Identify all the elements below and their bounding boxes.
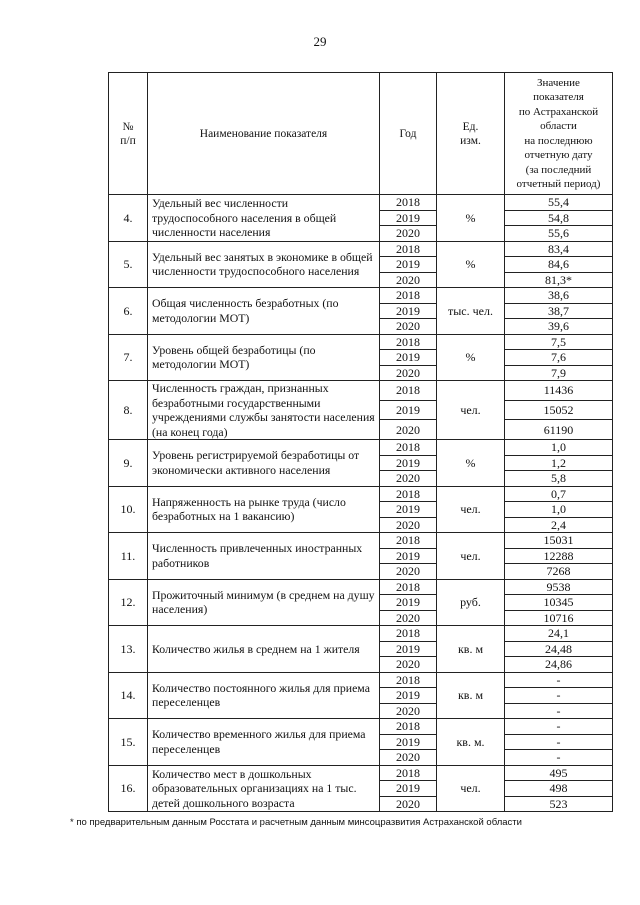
- value-cell: 11436: [505, 381, 613, 401]
- year-cell: 2019: [380, 781, 437, 797]
- value-cell: -: [505, 719, 613, 735]
- table-row: [109, 288, 613, 304]
- value-cell: 15052: [505, 400, 613, 420]
- value-cell: -: [505, 734, 613, 750]
- value-cell: 39,6: [505, 319, 613, 335]
- table-row: [109, 381, 613, 401]
- value-cell: 24,1: [505, 626, 613, 642]
- value-cell: 54,8: [505, 210, 613, 226]
- indicator-name: Напряженность на рынке труда (число безработных на 1 вакансию): [148, 486, 380, 533]
- year-cell: 2018: [380, 579, 437, 595]
- indicator-name: Общая численность безработных (по методологии МОТ): [148, 288, 380, 335]
- year-cell: 2018: [380, 288, 437, 304]
- year-cell: 2019: [380, 455, 437, 471]
- row-number: 10.: [109, 486, 148, 533]
- row-number: 8.: [109, 381, 148, 440]
- value-cell: 9538: [505, 579, 613, 595]
- value-cell: 38,6: [505, 288, 613, 304]
- unit-cell: %: [437, 241, 505, 288]
- unit-cell: %: [437, 440, 505, 487]
- table-row: [109, 440, 613, 456]
- year-cell: 2019: [380, 400, 437, 420]
- table-row: [109, 241, 613, 257]
- indicator-name: Численность привлеченных иностранных работников: [148, 533, 380, 580]
- value-cell: -: [505, 703, 613, 719]
- value-cell: 7,5: [505, 334, 613, 350]
- unit-cell: чел.: [437, 381, 505, 440]
- table-row: [109, 195, 613, 211]
- value-cell: -: [505, 672, 613, 688]
- indicator-name: Количество временного жилья для приема переселенцев: [148, 719, 380, 766]
- value-cell: 83,4: [505, 241, 613, 257]
- row-number: 5.: [109, 241, 148, 288]
- year-cell: 2019: [380, 502, 437, 518]
- value-cell: 5,8: [505, 471, 613, 487]
- value-cell: 7268: [505, 564, 613, 580]
- year-cell: 2020: [380, 750, 437, 766]
- year-cell: 2020: [380, 703, 437, 719]
- value-cell: 498: [505, 781, 613, 797]
- table-row: [109, 765, 613, 781]
- indicator-name: Количество постоянного жилья для приема переселенцев: [148, 672, 380, 719]
- year-cell: 2020: [380, 517, 437, 533]
- value-cell: 55,6: [505, 226, 613, 242]
- unit-cell: кв. м: [437, 672, 505, 719]
- indicator-name: Удельный вес занятых в экономике в общей численности трудоспособного населения: [148, 241, 380, 288]
- year-cell: 2019: [380, 257, 437, 273]
- year-cell: 2018: [380, 626, 437, 642]
- year-cell: 2020: [380, 365, 437, 381]
- year-cell: 2019: [380, 210, 437, 226]
- value-cell: 2,4: [505, 517, 613, 533]
- table-row: [109, 486, 613, 502]
- header-name: Наименование показателя: [148, 73, 380, 195]
- row-number: 15.: [109, 719, 148, 766]
- indicator-name: Удельный вес численности трудоспособного населения в общей численности населения: [148, 195, 380, 242]
- value-cell: 12288: [505, 548, 613, 564]
- footnote: * по предварительным данным Росстата и расчетным данным минсоцразвития Астраханской области: [70, 817, 522, 828]
- row-number: 7.: [109, 334, 148, 381]
- year-cell: 2020: [380, 471, 437, 487]
- value-cell: 38,7: [505, 303, 613, 319]
- unit-cell: кв. м: [437, 626, 505, 673]
- row-number: 4.: [109, 195, 148, 242]
- value-cell: 495: [505, 765, 613, 781]
- unit-cell: тыс. чел.: [437, 288, 505, 335]
- value-cell: -: [505, 688, 613, 704]
- unit-cell: %: [437, 334, 505, 381]
- row-number: 12.: [109, 579, 148, 626]
- table-body: [109, 195, 613, 812]
- table-row: [109, 672, 613, 688]
- year-cell: 2018: [380, 719, 437, 735]
- indicator-name: Количество жилья в среднем на 1 жителя: [148, 626, 380, 673]
- table-row: [109, 719, 613, 735]
- table-row: [109, 579, 613, 595]
- year-cell: 2018: [380, 440, 437, 456]
- value-cell: 55,4: [505, 195, 613, 211]
- unit-cell: чел.: [437, 533, 505, 580]
- value-cell: 1,2: [505, 455, 613, 471]
- header-value: Значение показателя по Астраханской области на последнюю отчетную дату (за последний отчетный период): [505, 73, 613, 195]
- value-cell: 10345: [505, 595, 613, 611]
- unit-cell: чел.: [437, 486, 505, 533]
- value-cell: 81,3*: [505, 272, 613, 288]
- header-num: № п/п: [109, 73, 148, 195]
- value-cell: 61190: [505, 420, 613, 440]
- row-number: 13.: [109, 626, 148, 673]
- year-cell: 2018: [380, 765, 437, 781]
- year-cell: 2018: [380, 672, 437, 688]
- year-cell: 2020: [380, 657, 437, 673]
- table-row: [109, 626, 613, 642]
- unit-cell: руб.: [437, 579, 505, 626]
- year-cell: 2020: [380, 564, 437, 580]
- value-cell: 0,7: [505, 486, 613, 502]
- indicator-name: Количество мест в дошкольных образовательных организациях на 1 тыс. детей дошкольного возраста: [148, 765, 380, 812]
- value-cell: 1,0: [505, 440, 613, 456]
- indicator-name: Уровень регистрируемой безработицы от экономически активного населения: [148, 440, 380, 487]
- year-cell: 2019: [380, 688, 437, 704]
- year-cell: 2018: [380, 381, 437, 401]
- year-cell: 2020: [380, 272, 437, 288]
- value-cell: 7,6: [505, 350, 613, 366]
- value-cell: 7,9: [505, 365, 613, 381]
- page-number: 29: [313, 34, 327, 49]
- value-cell: 24,48: [505, 641, 613, 657]
- row-number: 16.: [109, 765, 148, 812]
- indicator-name: Прожиточный минимум (в среднем на душу населения): [148, 579, 380, 626]
- row-number: 14.: [109, 672, 148, 719]
- value-cell: 84,6: [505, 257, 613, 273]
- unit-cell: кв. м.: [437, 719, 505, 766]
- year-cell: 2018: [380, 334, 437, 350]
- year-cell: 2019: [380, 595, 437, 611]
- year-cell: 2020: [380, 796, 437, 812]
- row-number: 6.: [109, 288, 148, 335]
- year-cell: 2019: [380, 350, 437, 366]
- indicator-name: Численность граждан, признанных безработными государственными учреждениями службы занятости населения (на конец года): [148, 381, 380, 440]
- value-cell: 15031: [505, 533, 613, 549]
- year-cell: 2018: [380, 195, 437, 211]
- row-number: 11.: [109, 533, 148, 580]
- year-cell: 2020: [380, 610, 437, 626]
- year-cell: 2020: [380, 420, 437, 440]
- value-cell: -: [505, 750, 613, 766]
- year-cell: 2018: [380, 241, 437, 257]
- unit-cell: чел.: [437, 765, 505, 812]
- value-cell: 24,86: [505, 657, 613, 673]
- row-number: 9.: [109, 440, 148, 487]
- header-unit: Ед. изм.: [437, 73, 505, 195]
- year-cell: 2018: [380, 533, 437, 549]
- header-year: Год: [380, 73, 437, 195]
- value-cell: 1,0: [505, 502, 613, 518]
- unit-cell: %: [437, 195, 505, 242]
- year-cell: 2020: [380, 226, 437, 242]
- value-cell: 10716: [505, 610, 613, 626]
- indicators-table: [108, 72, 613, 812]
- value-cell: 523: [505, 796, 613, 812]
- year-cell: 2019: [380, 548, 437, 564]
- year-cell: 2020: [380, 319, 437, 335]
- table-row: [109, 533, 613, 549]
- year-cell: 2019: [380, 303, 437, 319]
- indicator-name: Уровень общей безработицы (по методологии МОТ): [148, 334, 380, 381]
- year-cell: 2018: [380, 486, 437, 502]
- year-cell: 2019: [380, 734, 437, 750]
- table-row: [109, 334, 613, 350]
- table-header-row: [109, 73, 613, 195]
- year-cell: 2019: [380, 641, 437, 657]
